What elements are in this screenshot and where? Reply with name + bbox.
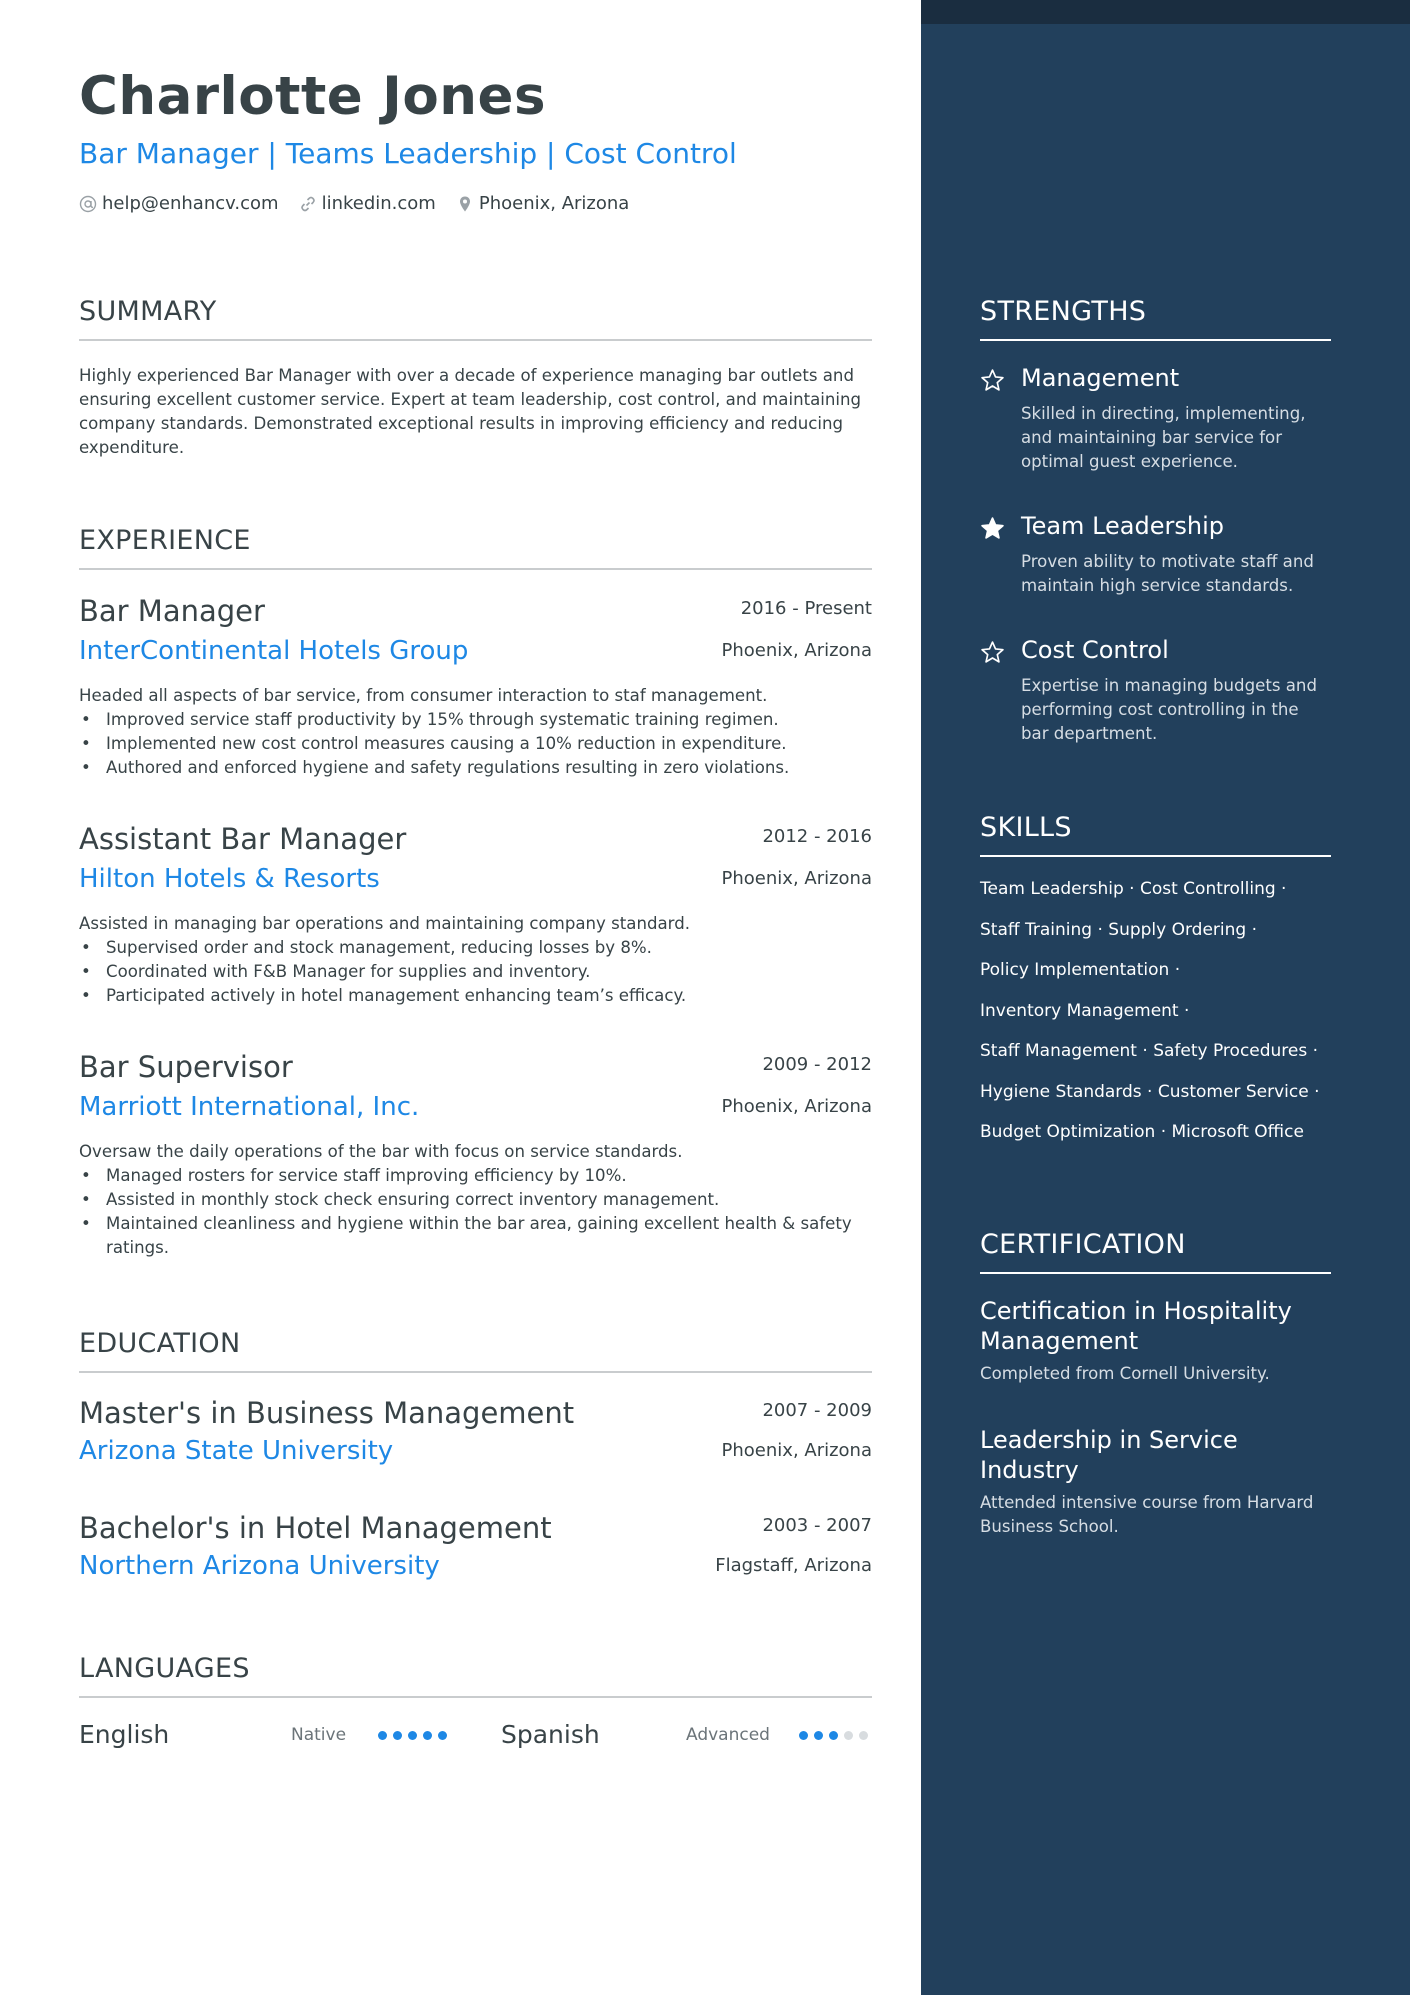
job-bullet: • Participated actively in hotel management enhancing team’s efficacy.: [79, 984, 872, 1008]
language-rating: [378, 1731, 453, 1740]
education-date: 2003 - 2007: [762, 1515, 872, 1536]
strength-item: [980, 512, 1320, 612]
job-bullet: • Assisted in monthly stock check ensuring correct inventory management.: [79, 1188, 872, 1212]
skills-line: Inventory Management ·: [980, 1001, 1190, 1021]
certification-title: Leadership in Service Industry: [980, 1426, 1238, 1484]
job-date: 2016 - Present: [740, 598, 872, 619]
certification-item: [980, 1296, 1320, 1386]
strength-description: Proven ability to motivate staff and maintain high service standards.: [1021, 552, 1314, 595]
job-bullet: • Improved service staff productivity by 15% through systematic training regimen.: [79, 708, 872, 732]
job-title: Assistant Bar Manager: [79, 822, 407, 856]
skills-line: Budget Optimization · Microsoft Office: [980, 1122, 1304, 1142]
contact-email-text: help@enhancv.com: [102, 193, 279, 214]
job-title: Bar Supervisor: [79, 1050, 293, 1084]
certification-heading: CERTIFICATION: [980, 1229, 1331, 1274]
language-level: Native: [291, 1725, 347, 1745]
job-bullet: • Coordinated with F&B Manager for supplies and inventory.: [79, 960, 872, 984]
link-icon: [299, 195, 317, 213]
strength-title: Cost Control: [1021, 636, 1169, 664]
skills-line: Staff Training · Supply Ordering ·: [980, 920, 1258, 940]
skills-line: Policy Implementation ·: [980, 960, 1181, 980]
candidate-title: Bar Manager | Teams Leadership | Cost Control: [79, 137, 737, 170]
job-title: Bar Manager: [79, 594, 265, 628]
school-name: Arizona State University: [79, 1436, 394, 1466]
rating-dot-filled: [408, 1731, 417, 1740]
job-location: Phoenix, Arizona: [721, 868, 872, 889]
education-date: 2007 - 2009: [762, 1400, 872, 1421]
school-location: Flagstaff, Arizona: [715, 1555, 872, 1576]
degree-title: Master's in Business Management: [79, 1396, 575, 1430]
rating-dot-empty: [859, 1731, 868, 1740]
degree-title: Bachelor's in Hotel Management: [79, 1511, 552, 1545]
sidebar: [921, 0, 1410, 1995]
strengths-heading: STRENGTHS: [980, 296, 1331, 341]
job-company: Marriott International, Inc.: [79, 1092, 420, 1122]
strength-item: [980, 364, 1320, 484]
language-level: Advanced: [686, 1725, 770, 1745]
education-item: [79, 1396, 872, 1476]
strength-description: Expertise in managing budgets and performing cost controlling in the bar department.: [1021, 676, 1317, 743]
sidebar-top-bar: [921, 0, 1410, 24]
contact-location-text: Phoenix, Arizona: [478, 193, 630, 214]
experience-item: [79, 594, 872, 784]
languages-list: [79, 1720, 872, 1750]
experience-item: [79, 1050, 872, 1270]
job-bullets: [79, 1164, 872, 1260]
skills-line: Hygiene Standards · Customer Service ·: [980, 1082, 1320, 1102]
job-bullet: • Maintained cleanliness and hygiene within the bar area, gaining excellent health & safety ratings.: [79, 1212, 872, 1260]
rating-dot-filled: [438, 1731, 447, 1740]
strength-title: Team Leadership: [1021, 512, 1224, 540]
language-name: English: [79, 1720, 170, 1749]
job-bullet: • Implemented new cost control measures causing a 10% reduction in expenditure.: [79, 732, 872, 756]
strength-description: Skilled in directing, implementing, and maintaining bar service for optimal guest experience.: [1021, 404, 1306, 471]
rating-dot-filled: [799, 1731, 808, 1740]
job-description: Headed all aspects of bar service, from consumer interaction to staf management.: [79, 686, 768, 705]
job-company: Hilton Hotels & Resorts: [79, 864, 380, 894]
certification-description: Attended intensive course from Harvard Business School.: [980, 1493, 1314, 1536]
job-bullet: • Supervised order and stock management, reducing losses by 8%.: [79, 936, 872, 960]
contact-linkedin[interactable]: [299, 193, 436, 214]
experience-heading: EXPERIENCE: [79, 525, 872, 570]
job-date: 2012 - 2016: [762, 826, 872, 847]
languages-heading: LANGUAGES: [79, 1653, 872, 1698]
summary-heading: SUMMARY: [79, 296, 872, 341]
rating-dot-filled: [814, 1731, 823, 1740]
job-bullets: [79, 708, 872, 780]
certification-description: Completed from Cornell University.: [980, 1364, 1270, 1383]
rating-dot-filled: [393, 1731, 402, 1740]
job-date: 2009 - 2012: [762, 1054, 872, 1075]
certification-item: [980, 1425, 1320, 1539]
job-company: InterContinental Hotels Group: [79, 636, 469, 666]
star-filled-icon: [980, 516, 1005, 541]
education-item: [79, 1511, 872, 1591]
skills-line: Staff Management · Safety Procedures ·: [980, 1041, 1319, 1061]
rating-dot-filled: [423, 1731, 432, 1740]
contact-location: [456, 193, 629, 214]
job-bullet: • Authored and enforced hygiene and safety regulations resulting in zero violations.: [79, 756, 872, 780]
school-location: Phoenix, Arizona: [721, 1440, 872, 1461]
star-outline-icon: [980, 640, 1005, 665]
language-rating: [799, 1731, 874, 1740]
school-name: Northern Arizona University: [79, 1551, 440, 1581]
job-bullet: • Managed rosters for service staff improving efficiency by 10%.: [79, 1164, 872, 1188]
contact-linkedin-text: linkedin.com: [321, 193, 436, 214]
strength-title: Management: [1021, 364, 1180, 392]
strength-item: [980, 636, 1320, 756]
education-heading: EDUCATION: [79, 1328, 872, 1373]
rating-dot-filled: [829, 1731, 838, 1740]
job-description: Oversaw the daily operations of the bar with focus on service standards.: [79, 1142, 683, 1161]
rating-dot-empty: [844, 1731, 853, 1740]
location-pin-icon: [456, 195, 474, 213]
star-outline-icon: [980, 368, 1005, 393]
skills-heading: SKILLS: [980, 812, 1331, 857]
contact-bar: [79, 193, 649, 214]
language-name: Spanish: [501, 1720, 600, 1749]
at-icon: [79, 195, 97, 213]
experience-item: [79, 822, 872, 1012]
job-bullets: [79, 936, 872, 1008]
skills-line: Team Leadership · Cost Controlling ·: [980, 879, 1287, 899]
job-location: Phoenix, Arizona: [721, 1096, 872, 1117]
contact-email[interactable]: [79, 193, 279, 214]
summary-text: Highly experienced Bar Manager with over a decade of experience managing bar outlets and ensuring excellent customer service. Expert at team leadership, cost control, and maintaining company standards. Demonstrated exceptional results in improving efficiency and reducing expenditure.: [79, 366, 862, 457]
job-location: Phoenix, Arizona: [721, 640, 872, 661]
job-description: Assisted in managing bar operations and maintaining company standard.: [79, 914, 691, 933]
certification-title: Certification in Hospitality Management: [980, 1297, 1292, 1355]
candidate-name: Charlotte Jones: [79, 66, 547, 127]
rating-dot-filled: [378, 1731, 387, 1740]
